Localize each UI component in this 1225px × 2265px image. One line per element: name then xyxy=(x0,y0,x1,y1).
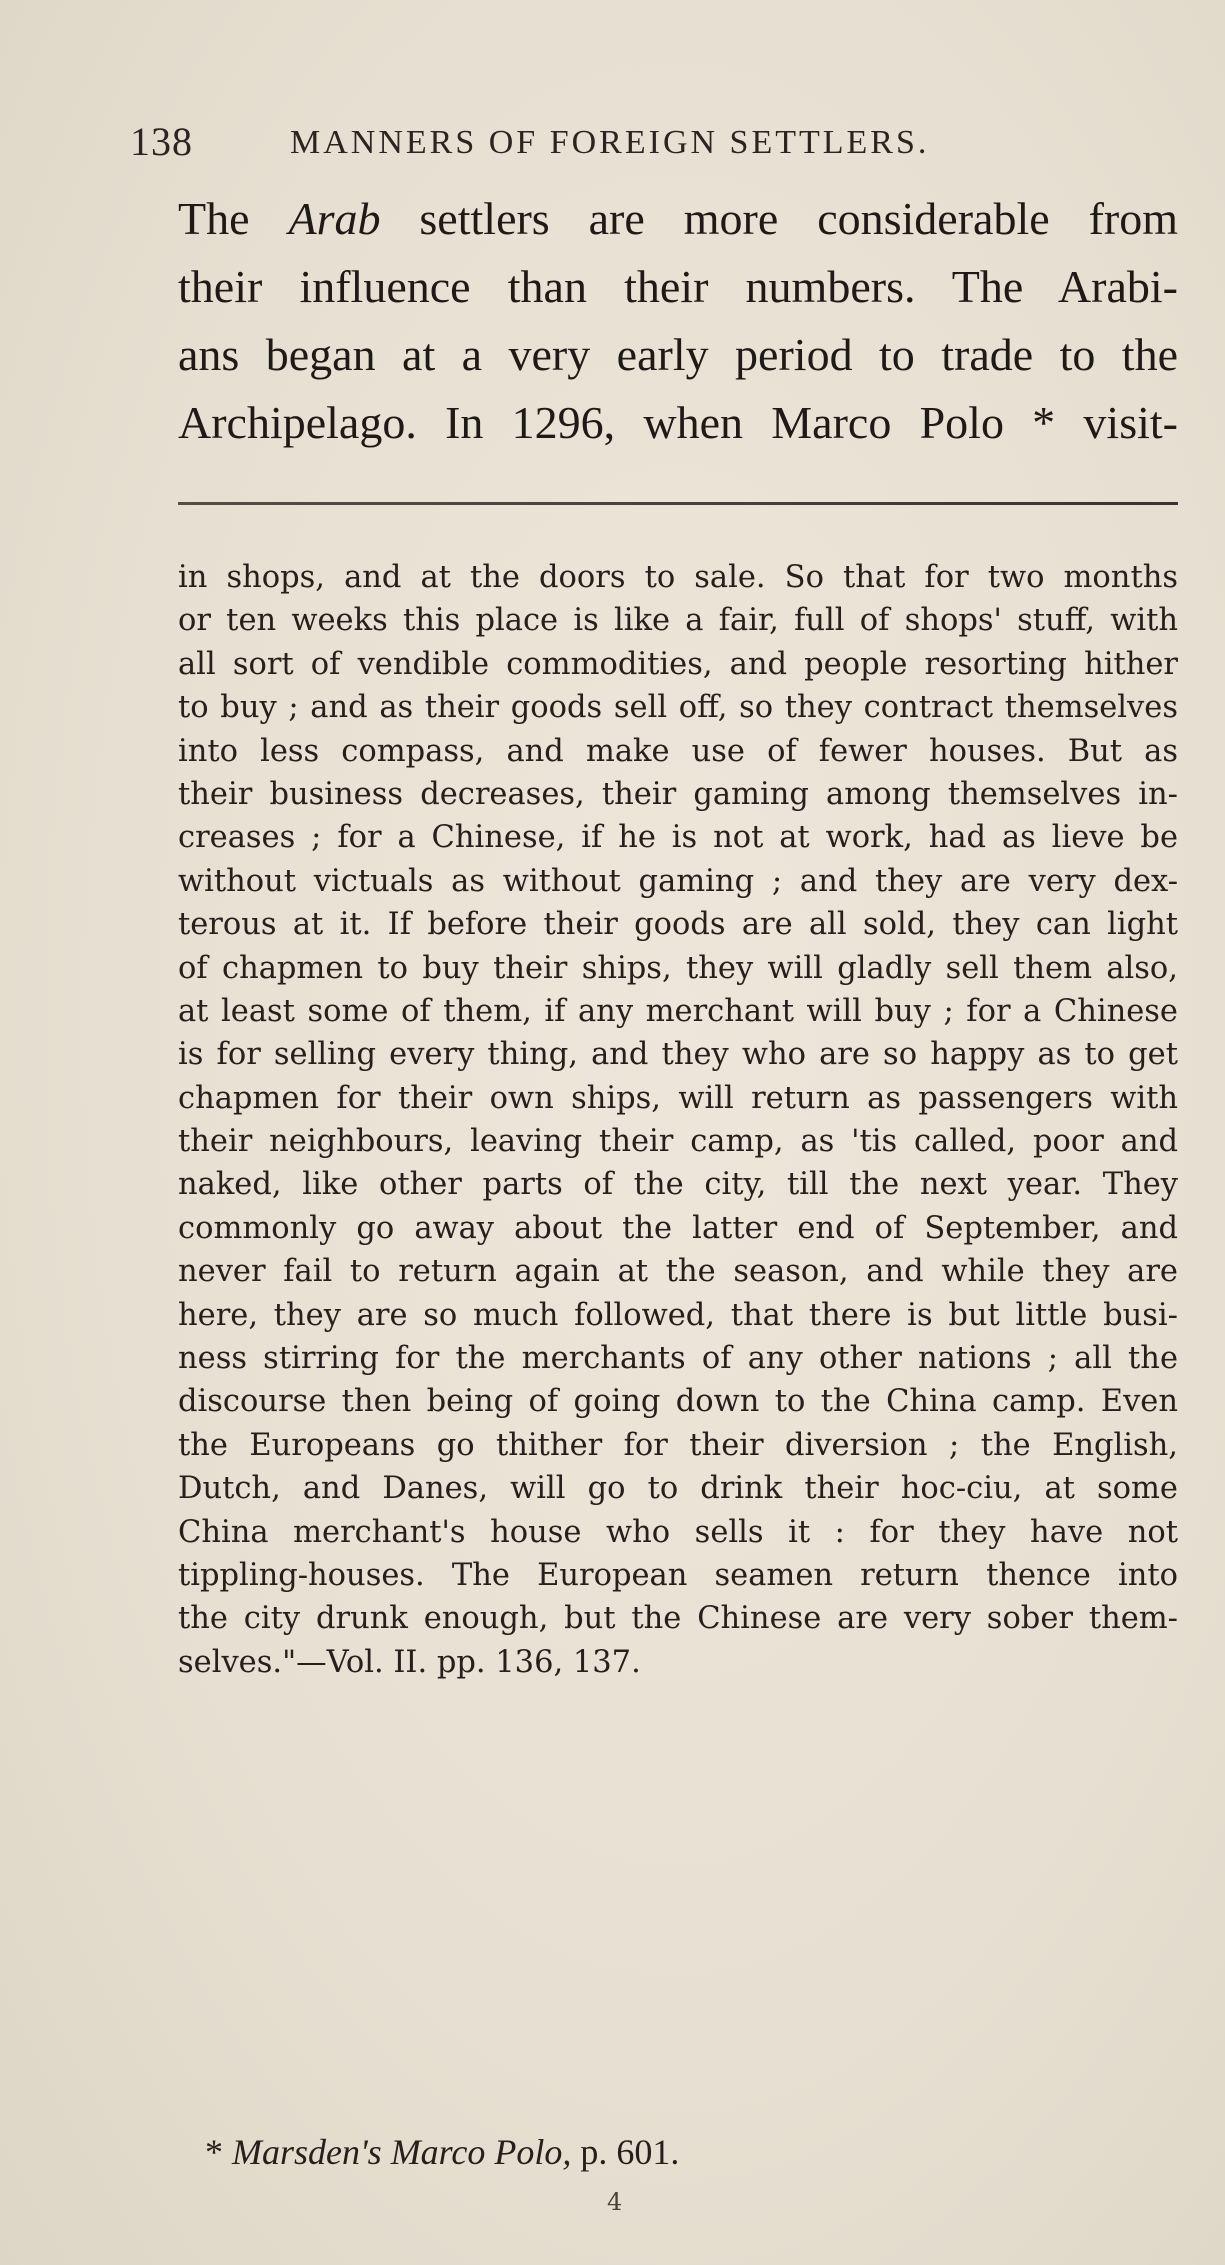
footnote-divider xyxy=(178,502,1178,505)
italic-term: Arab xyxy=(288,193,381,244)
quote-line: in shops, and at the doors to sale. So that for two months xyxy=(178,560,1178,595)
quote-line: the Europeans go thither for their diversion ; the English, xyxy=(178,1427,1178,1463)
body-line: ans began at a very early period to trade to the xyxy=(178,329,1178,380)
quote-line: ness stirring for the merchants of any other nations ; all the xyxy=(178,1341,1178,1377)
quote-line: into less compass, and make use of fewer houses. But as xyxy=(178,733,1178,769)
page-header xyxy=(130,118,1130,168)
body-line: Archipelago. In 1296, when Marco Polo * visit- xyxy=(178,397,1178,448)
footnote-marker: * xyxy=(205,2132,232,2172)
body-paragraph xyxy=(178,185,1178,457)
quote-line: commonly go away about the latter end of September, and xyxy=(178,1210,1178,1246)
quote-line: terous at it. If before their goods are all sold, they can light xyxy=(178,907,1178,943)
body-line: The Arab settlers are more considerable from xyxy=(178,193,1178,244)
quote-line: their business decreases, their gaming among themselves in- xyxy=(178,776,1178,812)
footnote-source: Marsden's Marco Polo, xyxy=(232,2132,572,2172)
quote-line: never fail to return again at the season, and while they are xyxy=(178,1254,1178,1290)
quote-line: China merchant's house who sells it : for they have not xyxy=(178,1514,1178,1550)
quoted-footnote-text xyxy=(178,556,1178,1684)
quote-line: Dutch, and Danes, will go to drink their hoc-ciu, at some xyxy=(178,1471,1178,1507)
quote-line: at least some of them, if any merchant will buy ; for a Chinese xyxy=(178,993,1178,1029)
page-number: 138 xyxy=(130,119,193,164)
quote-line: all sort of vendible commodities, and people resorting hither xyxy=(178,646,1178,682)
quote-line: selves."—Vol. II. pp. 136, 137. xyxy=(178,1644,641,1680)
footnote-page: p. 601. xyxy=(571,2132,680,2172)
footnote xyxy=(205,2131,679,2173)
quote-line: to buy ; and as their goods sell off, so they contract themselves xyxy=(178,690,1178,726)
quote-line: discourse then being of going down to the China camp. Even xyxy=(178,1384,1178,1420)
quote-line: chapmen for their own ships, will return as passengers with xyxy=(178,1080,1178,1116)
quote-line: tippling-houses. The European seamen return thence into xyxy=(178,1557,1178,1593)
quote-line: is for selling every thing, and they who are so happy as to get xyxy=(178,1037,1178,1073)
quote-line: naked, like other parts of the city, till the next year. They xyxy=(178,1167,1178,1203)
quote-line: of chapmen to buy their ships, they will gladly sell them also, xyxy=(178,950,1178,986)
signature-mark: 4 xyxy=(607,2188,623,2216)
quote-line: their neighbours, leaving their camp, as 'tis called, poor and xyxy=(178,1124,1178,1160)
quote-line: creases ; for a Chinese, if he is not at work, had as lieve be xyxy=(178,820,1178,856)
body-line: their influence than their numbers. The Arabi- xyxy=(178,261,1178,312)
quote-line: the city drunk enough, but the Chinese are very sober them- xyxy=(178,1601,1178,1637)
running-head: MANNERS OF FOREIGN SETTLERS. xyxy=(290,124,930,161)
quote-line: here, they are so much followed, that there is but little busi- xyxy=(178,1297,1178,1333)
quote-line: or ten weeks this place is like a fair, full of shops' stuff, with xyxy=(178,603,1178,639)
quote-line: without victuals as without gaming ; and they are very dex- xyxy=(178,863,1178,899)
